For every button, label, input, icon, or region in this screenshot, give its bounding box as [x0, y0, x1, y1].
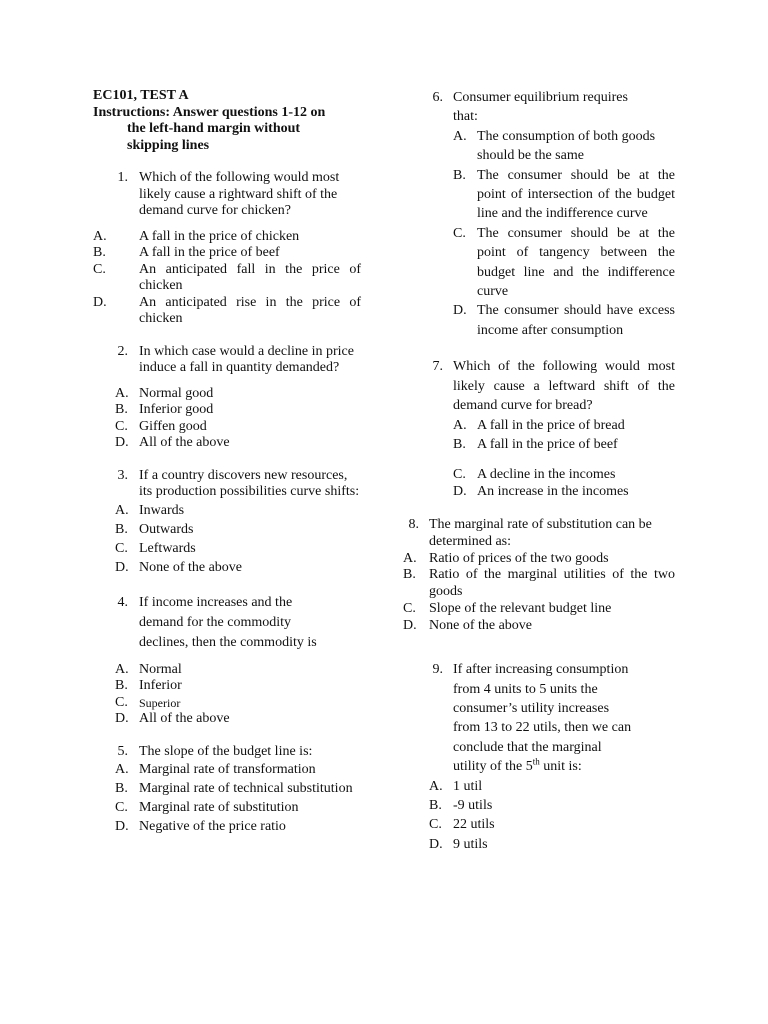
question-text: Which of the following would most likely cause a leftward shift of the demand curve for bread? — [453, 359, 675, 414]
question-number: 6. — [432, 90, 443, 105]
instructions-line-1: Instructions: Answer questions 1-12 on — [93, 104, 326, 120]
question-text: If income increases and the demand for the commodity declines, then the commodity is — [139, 594, 317, 650]
option-c: C. A decline in the incomes — [453, 467, 616, 483]
option-d: D. The consumer should have excess income after consumption — [453, 303, 675, 338]
right-column — [403, 88, 675, 854]
question-4 — [93, 593, 361, 728]
option-b: B. Inferior good — [115, 402, 214, 417]
question-number: 3. — [117, 467, 128, 483]
option-b: B. Ratio of the marginal utilities of the two goods — [403, 567, 675, 600]
option-a: A. Marginal rate of transformation — [115, 762, 316, 777]
question-text: In which case would a decline in price induce a fall in quantity demanded? — [139, 343, 354, 375]
option-a: A. A fall in the price of bread — [453, 417, 625, 433]
question-1 — [93, 170, 361, 328]
question-number: 2. — [117, 343, 128, 359]
question-text: If after increasing consumption from 4 units to 5 units the consumer’s utility increases from 13 to 22 utils, then we can conclude that the marginal utility of the 5th unit is: — [453, 662, 632, 775]
question-3 — [93, 468, 361, 577]
option-c: C. The consumer should be at the point of tangency between the budget line and the indifference curve — [453, 225, 675, 300]
question-text: Consumer equilibrium requires that: — [453, 90, 628, 125]
option-c: C. Marginal rate of substitution — [115, 800, 299, 815]
question-number: 1. — [117, 170, 128, 185]
option-b: B. A fall in the price of beef — [453, 436, 618, 452]
question-text: The slope of the budget line is: — [139, 743, 313, 759]
option-a: A. The consumption of both goods should be the same — [453, 128, 656, 164]
test-header — [93, 88, 361, 154]
test-title: EC101, TEST A — [93, 88, 189, 103]
option-b: B. A fall in the price of beef — [93, 245, 280, 260]
option-d: D. All of the above — [115, 435, 230, 450]
option-a: A. A fall in the price of chicken — [93, 228, 300, 244]
question-text: The marginal rate of substitution can be determined as: — [429, 517, 652, 550]
superscript: th — [532, 756, 540, 767]
option-b: B. Marginal rate of technical substitution — [115, 781, 353, 796]
option-d: D. An increase in the incomes — [453, 484, 629, 500]
option-a: A. Normal — [115, 661, 182, 677]
instructions-line-2: the left-hand margin without — [127, 121, 301, 136]
question-8 — [403, 517, 675, 634]
option-d: D. An anticipated rise in the price of chicken — [93, 294, 361, 326]
option-a: A. 1 util — [429, 778, 483, 794]
question-text: If a country discovers new resources, its production possibilities curve shifts: — [139, 467, 360, 499]
option-b: B. -9 utils — [429, 798, 493, 814]
option-c: C. 22 utils — [429, 817, 495, 833]
question-number: 9. — [432, 662, 443, 678]
option-d: D. Negative of the price ratio — [115, 819, 286, 834]
question-7 — [403, 357, 675, 500]
question-text: Which of the following would most likely cause a rightward shift of the demand curve for chicken? — [139, 170, 340, 218]
question-number: 5. — [117, 743, 128, 759]
question-number: 4. — [117, 594, 128, 610]
question-6 — [403, 88, 675, 340]
option-b: B. The consumer should be at the point of intersection of the budget line and the indifference curve — [453, 167, 675, 222]
option-a: A. Ratio of prices of the two goods — [403, 550, 609, 566]
option-d: D. All of the above — [115, 711, 230, 726]
option-a: A. Normal good — [115, 385, 214, 401]
option-d: D. 9 utils — [429, 836, 488, 852]
option-c: C. Slope of the relevant budget line — [403, 600, 612, 616]
option-d: D. None of the above — [403, 617, 533, 633]
option-d: D. None of the above — [115, 559, 243, 575]
question-number: 8. — [408, 517, 419, 533]
option-a: A. Inwards — [115, 502, 185, 518]
option-b: B. Outwards — [115, 521, 194, 537]
question-5 — [93, 744, 361, 837]
option-b: B. Inferior — [115, 678, 182, 693]
instructions-line-3: skipping lines — [127, 137, 210, 153]
option-c: C. Giffen good — [115, 418, 207, 434]
question-number: 7. — [432, 359, 443, 375]
question-2 — [93, 344, 361, 452]
option-c: C. Leftwards — [115, 540, 196, 556]
option-c: C. An anticipated fall in the price of chicken — [93, 261, 361, 293]
question-9 — [403, 660, 675, 854]
option-c: C. Superior — [115, 694, 181, 710]
left-column — [93, 88, 361, 836]
